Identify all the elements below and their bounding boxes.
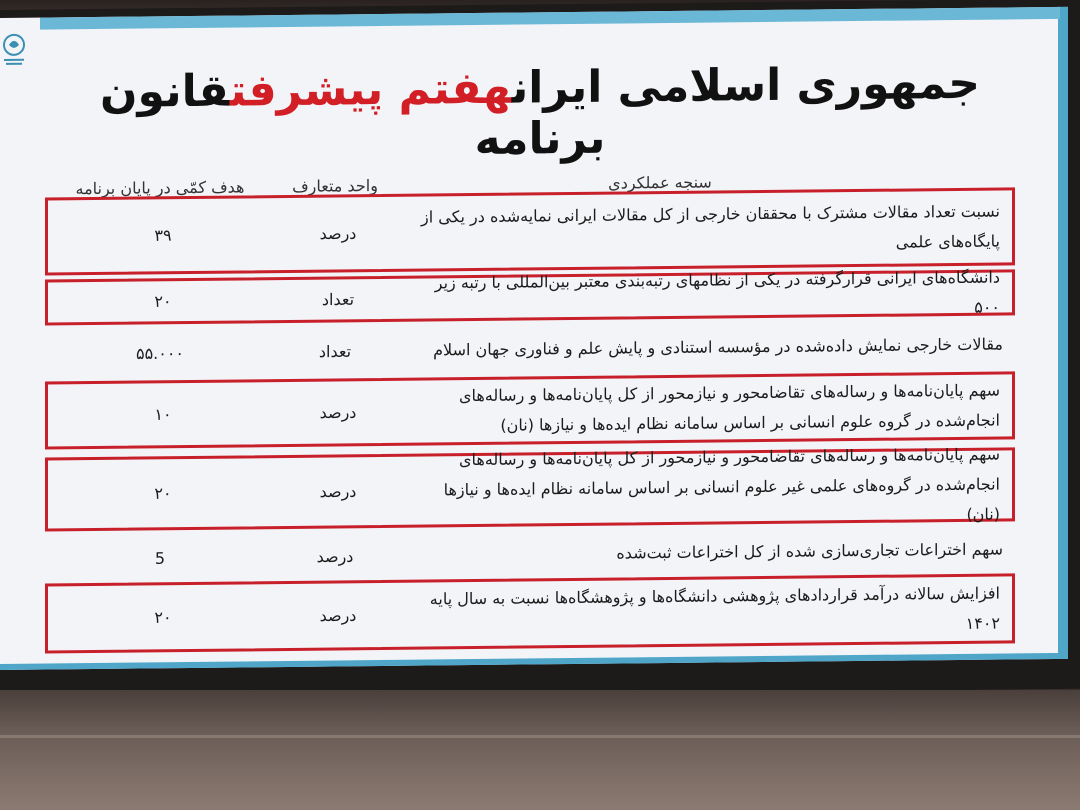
unit-text: درصد (319, 402, 357, 423)
metric-text: سهم پایان‌نامه‌ها و رساله‌های تقاضامحور و نیازمحور از کل پایان‌نامه‌ها و رساله‌های انجام‌شده در گروه علوم انسانی بر اساس سامانه نظام ایده‌ها و نیازها (نان) (459, 380, 1000, 435)
metric-text: سهم اختراعات تجاری‌سازی شده از کل اختراعات ثبت‌شده (616, 539, 1003, 563)
table-row-1 (45, 187, 1015, 275)
table-row-4 (45, 371, 1015, 449)
target-value: ۲۰ (154, 607, 172, 627)
unit-text: درصد (316, 546, 354, 567)
target-value: 5 (154, 548, 166, 568)
metric-text: نسبت تعداد مقالات مشترک با محققان خارجی از کل مقالات ایرانی نمایه‌شده در یکی از پایگاه‌های علمی (421, 201, 1000, 252)
header-target: هدف کمّی در پایان برنامه (75, 177, 245, 199)
table-row-5 (45, 444, 1015, 531)
table-row-6 (45, 527, 1015, 581)
organization-logo-icon (0, 26, 34, 76)
target-value: ۱۰ (154, 404, 172, 424)
slide (0, 7, 1068, 670)
target-value: ۲۰ (154, 291, 172, 311)
metric-text: مقالات خارجی نمایش داده‌شده در مؤسسه استنادی و پایش علم و فناوری جهان اسلام (433, 334, 1003, 360)
unit-text: تعداد (321, 289, 355, 310)
metric-text: دانشگاه‌های ایرانی قرارگرفته در یکی از نظامهای رتبه‌بندی معتبر بین‌المللی با رتبه زیر ۵۰۰ (434, 267, 1000, 317)
metric-text: سهم پایان‌نامه‌ها و رساله‌های تقاضامحور و نیازمحور از کل پایان‌نامه‌ها و رساله‌های انجام‌شده در گروه‌های علمی غیر علوم انسانی بر اساس سامانه نظام ایده‌ها و نیازها (نان) (443, 444, 1000, 524)
table-row-7 (45, 573, 1015, 653)
unit-text: تعداد (318, 341, 352, 362)
metric-text: افزایش سالانه درآمد قراردادهای پژوهشی دانشگاه‌ها و پژوهشگاه‌ها نسبت به سال پایه ۱۴۰۲ (429, 583, 1000, 633)
header-performance-metric: سنجه عملکردی (608, 172, 712, 193)
unit-text: درصد (319, 223, 357, 244)
target-value: ۳۹ (154, 225, 172, 245)
slide-title (60, 57, 1020, 169)
header-unit: واحد متعارف (292, 176, 378, 196)
wall-trim (0, 735, 1080, 738)
table-row-3 (45, 321, 1015, 377)
target-value: ۲۰ (154, 483, 172, 503)
table-row-2 (45, 269, 1015, 325)
title-part-2: قانون برنامه (100, 65, 606, 166)
title-part-red: هفتم پیشرفت (229, 62, 512, 117)
unit-text: درصد (319, 481, 357, 502)
unit-text: درصد (319, 605, 357, 626)
title-part-1: جمهوری اسلامی ایران (511, 57, 980, 114)
slide-top-bar (40, 7, 1060, 30)
target-value: ۵۵.۰۰۰ (135, 343, 185, 364)
room-wall (0, 690, 1080, 810)
